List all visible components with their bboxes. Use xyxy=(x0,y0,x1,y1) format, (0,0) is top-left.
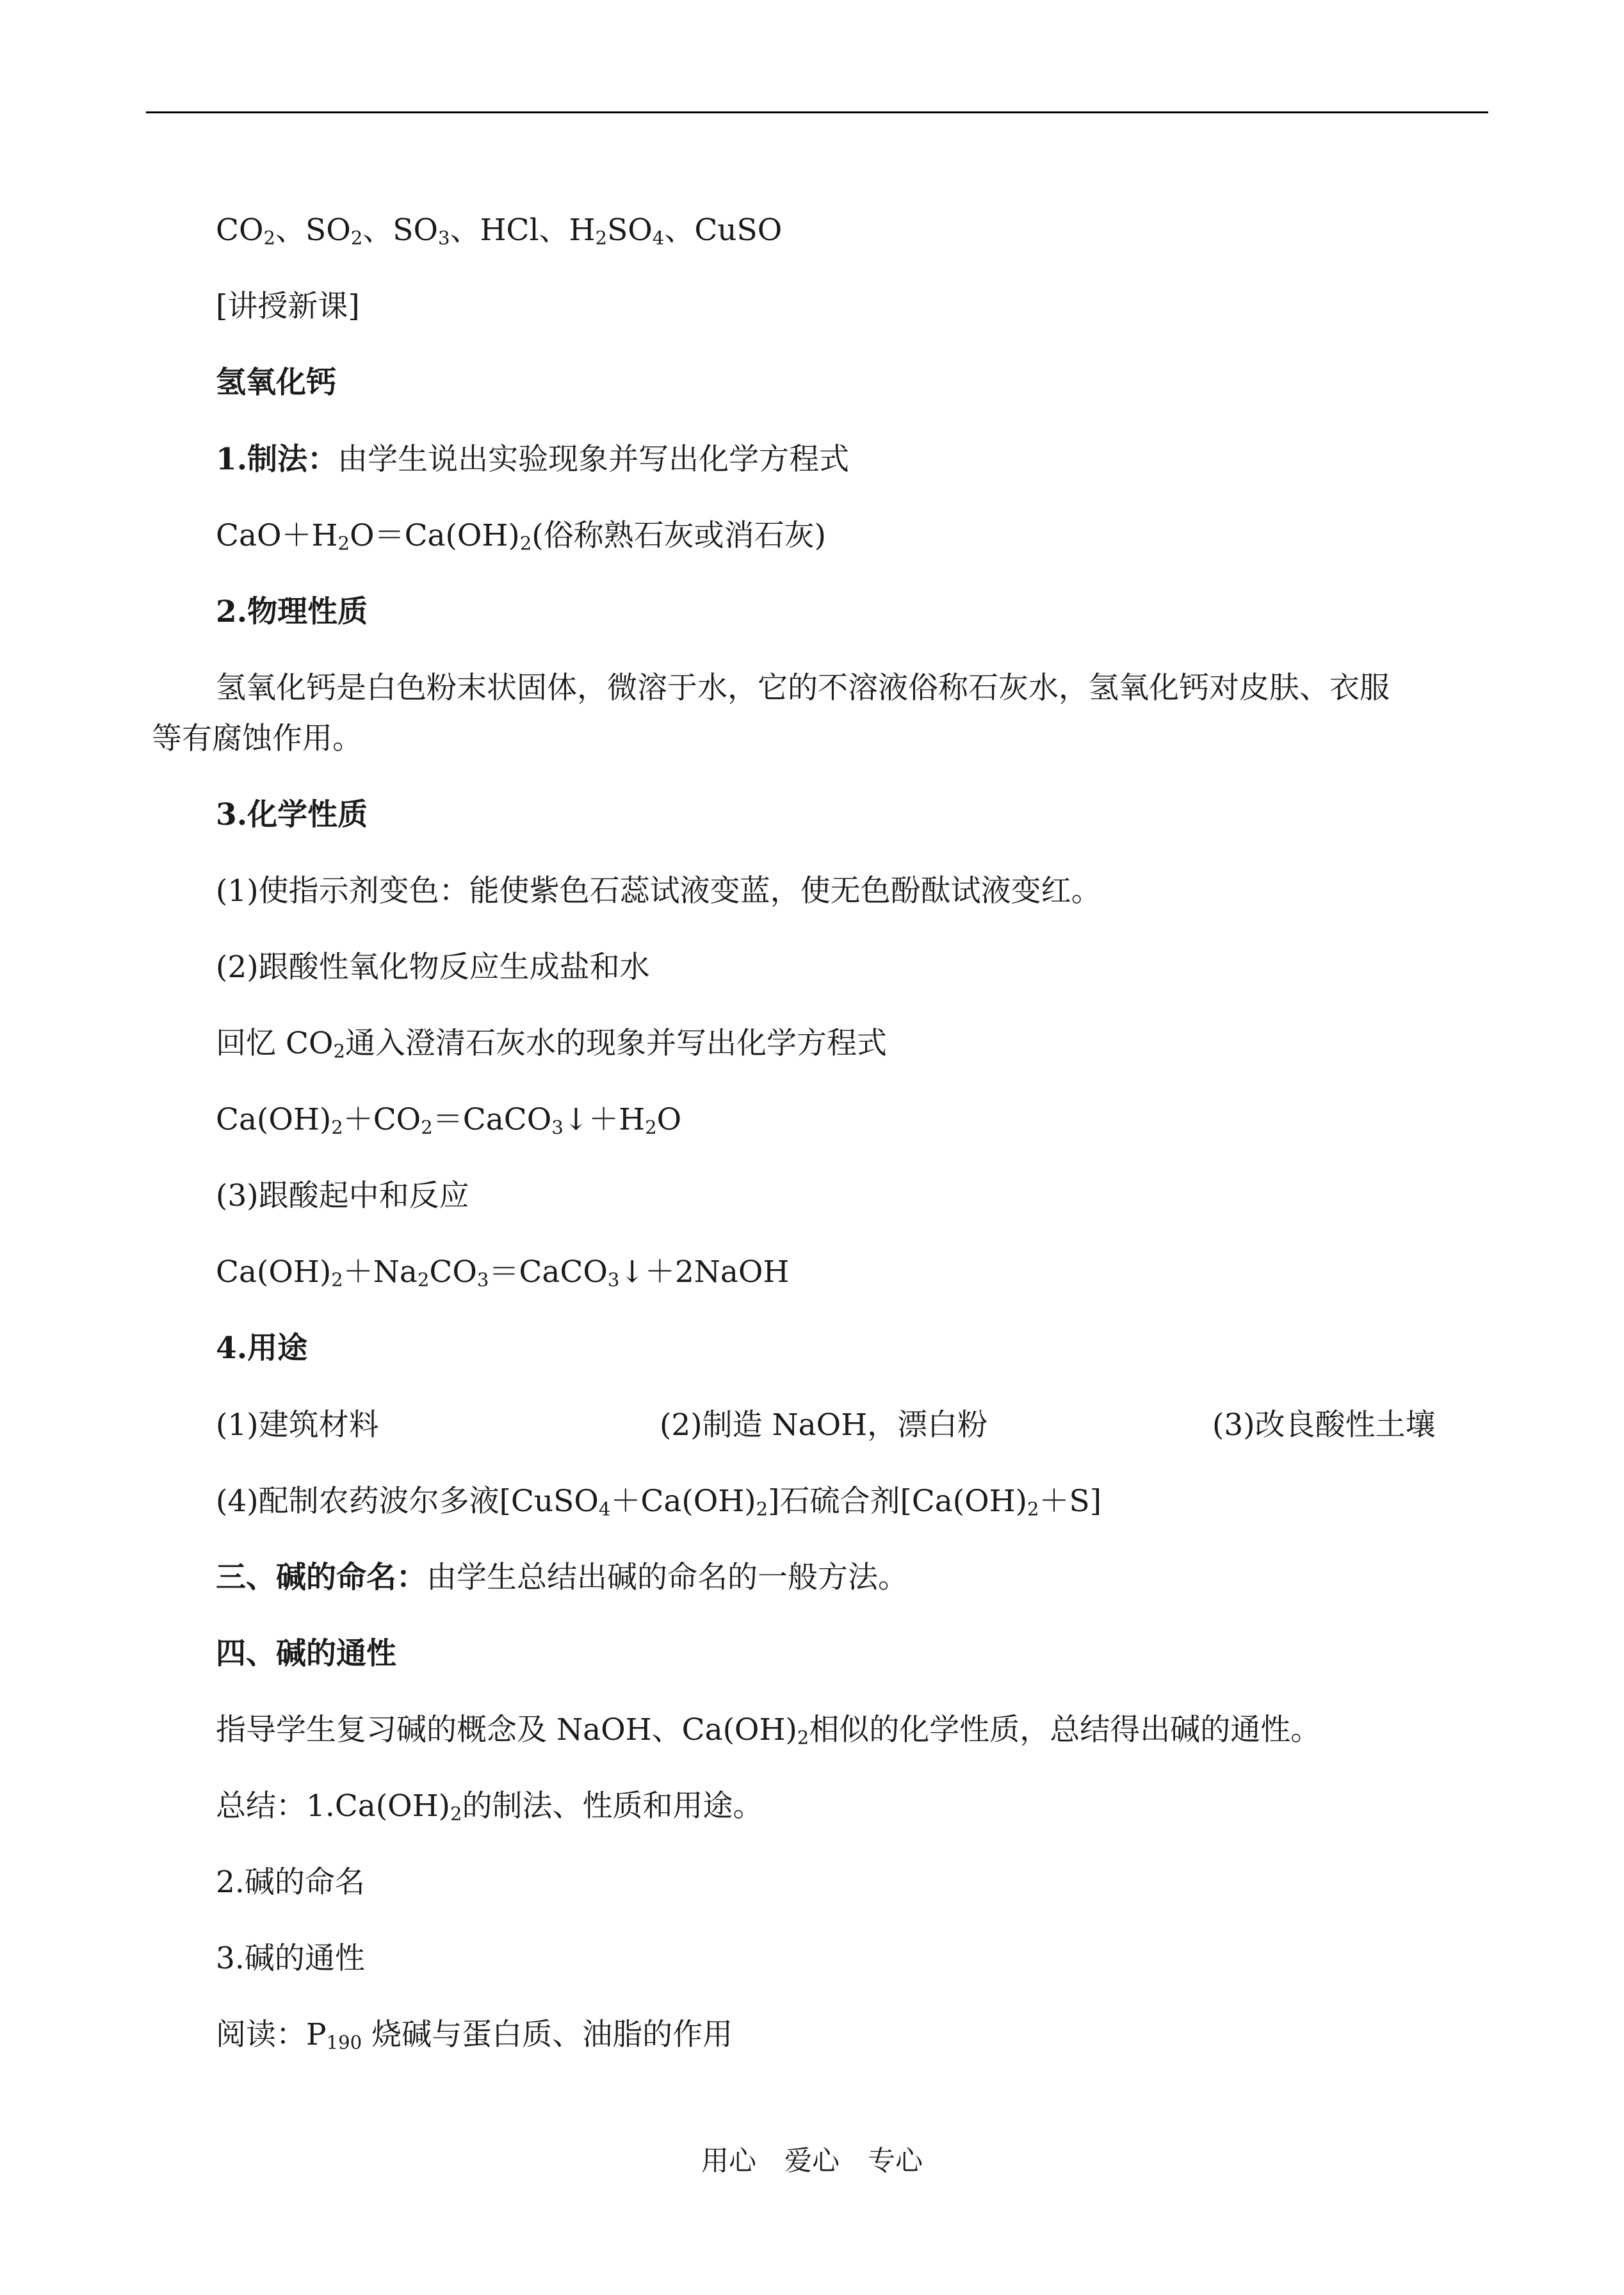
subsection-title: 4.用途 xyxy=(216,1331,308,1366)
section-title: 氢氧化钙 xyxy=(216,365,336,400)
use-item: (2)制造 NaOH，漂白粉 xyxy=(660,1407,988,1443)
summary-line: 总结：$1.Ca(OH)_2$的制法、性质和用途。 xyxy=(216,1788,763,1825)
subsection-title: 3.化学性质 xyxy=(216,797,368,832)
equation-line: $CaO+H_2O=Ca(OH)_2$(俗称熟石灰或消石灰) xyxy=(216,518,826,555)
use-item: (1)建筑材料 xyxy=(216,1407,379,1443)
lesson-label: [讲授新课] xyxy=(216,289,360,324)
reading-line: 阅读：$P_{190}$ 烧碱与蛋白质、油脂的作用 xyxy=(216,2017,733,2054)
formula-list-line: $CO_2$、$SO_2$、$SO_3$、HCl、$H_2SO_4$、CuSO xyxy=(216,213,783,249)
section-title: 四、碱的通性 xyxy=(216,1636,396,1671)
paragraph-line: 氢氧化钙是白色粉末状固体，微溶于水，它的不溶液俗称石灰水，氢氧化钙对皮肤、衣服 xyxy=(216,670,1390,706)
text-line: 回忆 $CO_2$通入澄清石灰水的现象并写出化学方程式 xyxy=(216,1026,887,1062)
use-item: (4)配制农药波尔多液$[CuSO_4+Ca(OH)_2]$石硫合剂$[Ca(OH)_2+S]$ xyxy=(216,1484,1102,1520)
header-rule xyxy=(146,111,1488,113)
section-line: 三、碱的命名：由学生总结出碱的命名的一般方法。 xyxy=(216,1560,908,1595)
text-line: 指导学生复习碱的概念及 NaOH、$Ca(OH)_2$相似的化学性质，总结得出碱的通性。 xyxy=(216,1712,1321,1749)
equation-line: $Ca(OH)_2+CO_2=CaCO_3↓+H_2O$ xyxy=(216,1102,682,1139)
summary-line: 2.碱的命名 xyxy=(216,1865,365,1900)
text-line: (2)跟酸性氧化物反应生成盐和水 xyxy=(216,950,650,985)
equation-line: $Ca(OH)_2+Na_2CO_3=CaCO_3↓+2NaOH$ xyxy=(216,1254,790,1291)
paragraph-line: 等有腐蚀作用。 xyxy=(152,721,362,756)
summary-line: 3.碱的通性 xyxy=(216,1941,365,1976)
use-item: (3)改良酸性土壤 xyxy=(1212,1407,1436,1443)
text-line: (3)跟酸起中和反应 xyxy=(216,1178,469,1213)
method-line: 1.制法：由学生说出实验现象并写出化学方程式 xyxy=(216,442,850,477)
subsection-title: 2.物理性质 xyxy=(216,594,368,629)
text-line: (1)使指示剂变色：能使紫色石蕊试液变蓝，使无色酚酞试液变红。 xyxy=(216,873,1101,909)
page-footer: 用心 爱心 专心 xyxy=(701,2145,923,2177)
